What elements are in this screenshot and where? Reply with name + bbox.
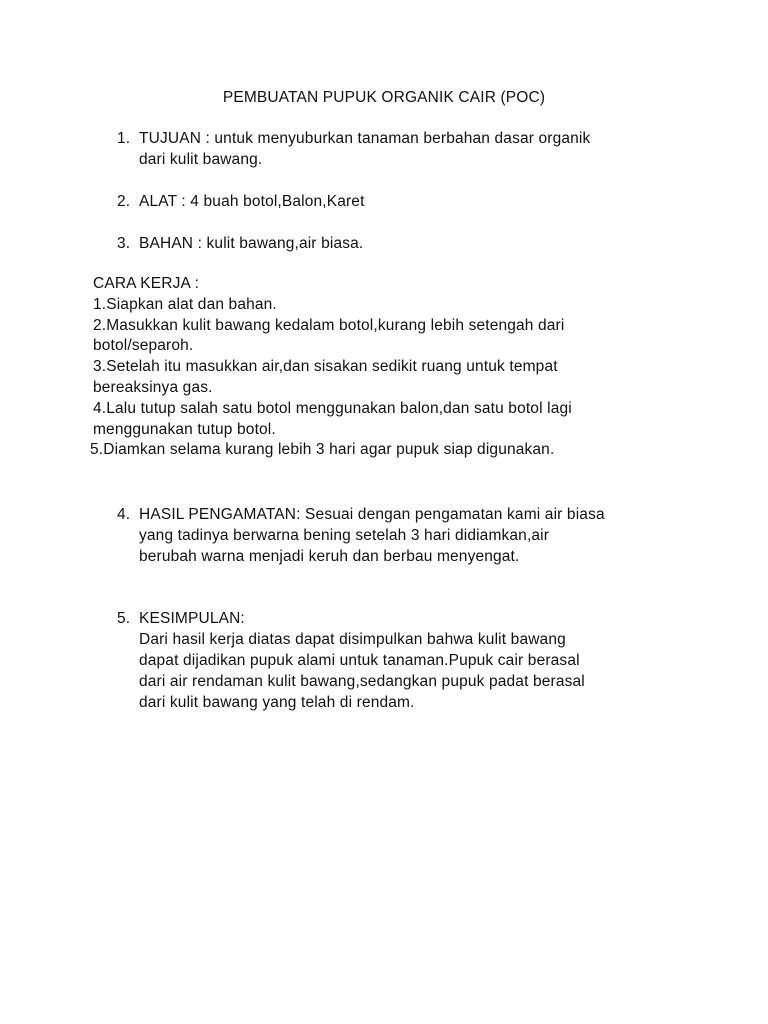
- list-item-number: 5.: [117, 610, 131, 627]
- list-item-line: KESIMPULAN:: [139, 610, 245, 627]
- list-item-line: berubah warna menjadi keruh dan berbau menyengat.: [139, 548, 520, 565]
- list-item-line: TUJUAN : untuk menyuburkan tanaman berbahan dasar organik: [139, 130, 591, 147]
- cara-kerja-line: bereaksinya gas.: [93, 378, 213, 396]
- list-item-body: [139, 608, 679, 713]
- list-item-line: dapat dijadikan pupuk alami untuk tanaman.Pupuk cair berasal: [139, 652, 580, 669]
- cara-kerja-line: 1.Siapkan alat dan bahan.: [93, 295, 277, 313]
- cara-kerja-line: 5.Diamkan selama kurang lebih 3 hari agar pupuk siap digunakan.: [90, 441, 555, 459]
- list-item-line: dari kulit bawang yang telah di rendam.: [139, 694, 415, 711]
- list-item-body: [139, 233, 679, 254]
- cara-kerja-line: 2.Masukkan kulit bawang kedalam botol,kurang lebih setengah dari: [93, 316, 565, 334]
- list-item-line: yang tadinya berwarna bening setelah 3 hari didiamkan,air: [139, 527, 550, 544]
- cara-kerja-section: [90, 274, 693, 461]
- list-item-number: 4.: [117, 506, 131, 523]
- list-item-body: [139, 504, 679, 567]
- list-item-number: 1.: [117, 130, 131, 147]
- list-item-line: BAHAN : kulit bawang,air biasa.: [139, 235, 364, 252]
- list-item-line: HASIL PENGAMATAN: Sesuai dengan pengamatan kami air biasa: [139, 506, 605, 523]
- list-item-number: 2.: [117, 193, 131, 210]
- cara-kerja-heading: CARA KERJA :: [93, 275, 200, 292]
- document-title: PEMBUATAN PUPUK ORGANIK CAIR (POC): [222, 89, 546, 106]
- list-item-body: [139, 191, 679, 212]
- list-item-line: dari kulit bawang.: [139, 151, 263, 168]
- list-item-number: 3.: [117, 235, 131, 252]
- list-item-line: dari air rendaman kulit bawang,sedangkan pupuk padat berasal: [139, 673, 585, 690]
- cara-kerja-line: botol/separoh.: [93, 337, 194, 355]
- cara-kerja-line: 3.Setelah itu masukkan air,dan sisakan sedikit ruang untuk tempat: [93, 358, 558, 376]
- list-item-line: ALAT : 4 buah botol,Balon,Karet: [139, 193, 365, 210]
- cara-kerja-line: menggunakan tutup botol.: [93, 420, 276, 438]
- list-item-line: Dari hasil kerja diatas dapat disimpulkan bahwa kulit bawang: [139, 631, 566, 648]
- list-item-body: [139, 128, 679, 170]
- cara-kerja-line: 4.Lalu tutup salah satu botol menggunakan balon,dan satu botol lagi: [93, 399, 572, 417]
